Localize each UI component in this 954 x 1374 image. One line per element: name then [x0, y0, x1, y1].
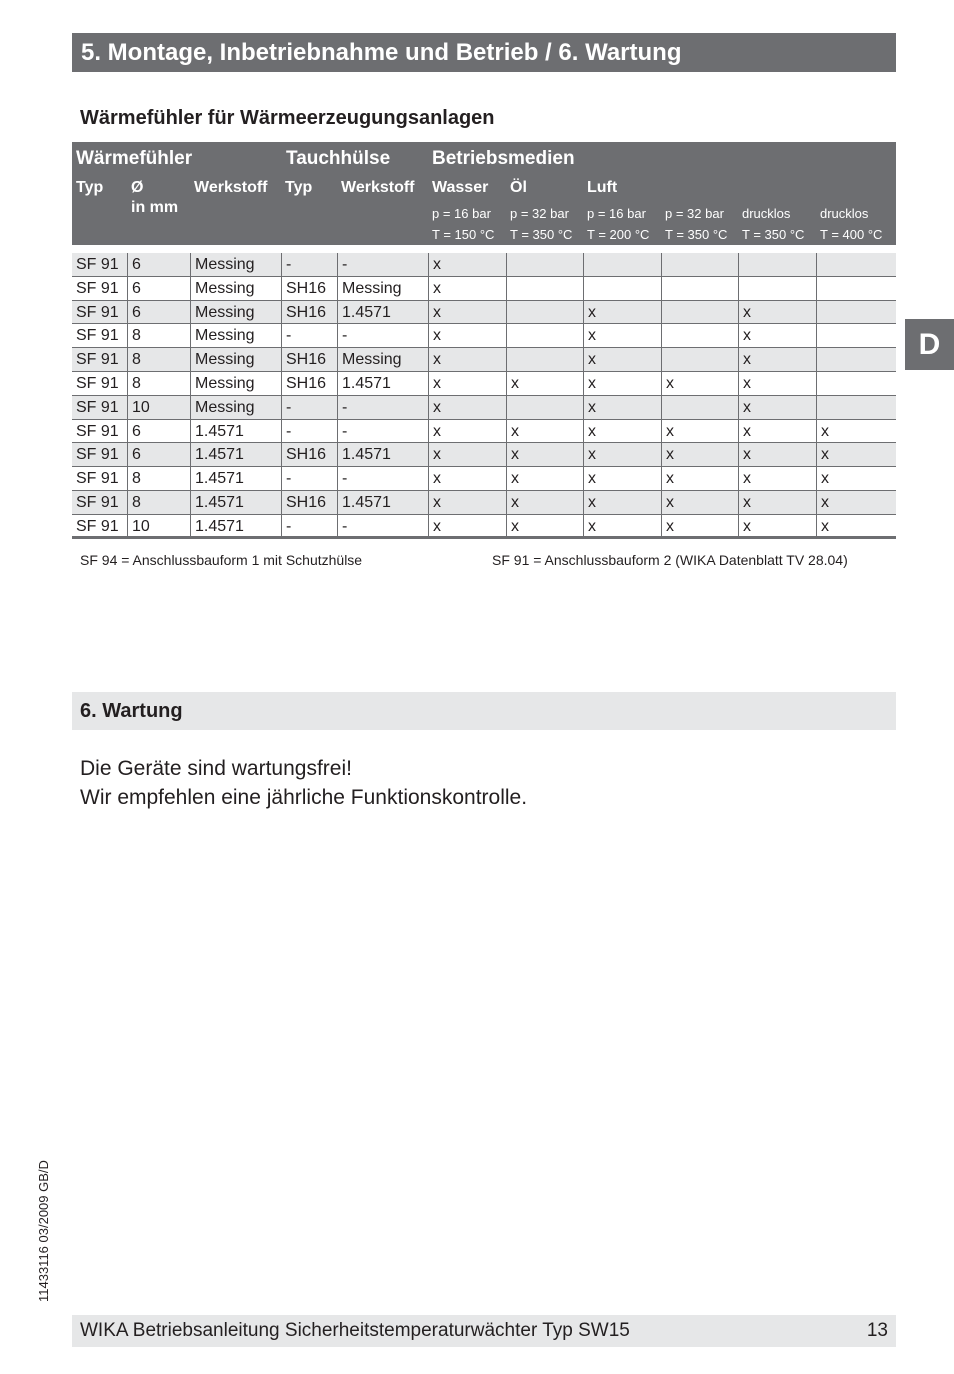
note-sf91: SF 91 = Anschlussbauform 2 (WIKA Datenblatt TV 28.04) — [492, 552, 848, 568]
cell-luft-32 — [661, 348, 738, 371]
cell-oel-32: x — [506, 491, 583, 514]
cell-diameter: 8 — [127, 491, 190, 514]
cell-oel-32: x — [506, 467, 583, 490]
cell-well-typ: - — [281, 515, 337, 536]
cell-luft-16: x — [583, 301, 661, 324]
table-row — [72, 420, 896, 444]
cell-typ: SF 91 — [76, 303, 119, 321]
cell-luft-16: x — [583, 324, 661, 347]
cell-luft-32 — [661, 277, 738, 300]
cell-typ: SF 91 — [76, 446, 119, 464]
cell-luft-400 — [816, 301, 896, 324]
cell-well-typ: SH16 — [281, 491, 337, 514]
cell-luft-32: x — [661, 467, 738, 490]
language-tab: D — [905, 319, 954, 370]
body-line-2: Wir empfehlen eine jährliche Funktionskontrolle. — [80, 786, 528, 809]
cell-diameter: 8 — [127, 467, 190, 490]
cell-luft-16: x — [583, 515, 661, 536]
cell-luft-400 — [816, 396, 896, 419]
footer-text: WIKA Betriebsanleitung Sicherheitstemperaturwächter Typ SW15 — [80, 1320, 630, 1341]
cell-wasser-16: x — [428, 348, 506, 371]
col-oel: Öl — [510, 179, 527, 196]
condition-2: p = 32 bar T = 350 °C — [510, 206, 573, 242]
cell-luft-400: x — [816, 515, 896, 536]
cell-typ: SF 91 — [76, 374, 119, 392]
cell-diameter: 10 — [127, 396, 190, 419]
cell-luft-32 — [661, 324, 738, 347]
cell-luft-400 — [816, 253, 896, 276]
group-sensor: Wärmefühler — [76, 148, 193, 169]
cell-oel-32: x — [506, 420, 583, 443]
cell-oel-32 — [506, 301, 583, 324]
cell-luft-16: x — [583, 420, 661, 443]
cell-well-material: - — [337, 396, 428, 419]
cell-well-typ: SH16 — [281, 372, 337, 395]
table-row — [72, 324, 896, 348]
cell-well-material: - — [337, 253, 428, 276]
cell-oel-32: x — [506, 372, 583, 395]
condition-6: drucklos T = 400 °C — [820, 206, 883, 242]
cell-diameter: 6 — [127, 277, 190, 300]
table-title: Wärmefühler für Wärmeerzeugungsanlagen — [80, 107, 495, 129]
cell-typ: SF 91 — [76, 279, 119, 297]
cell-material: 1.4571 — [190, 443, 281, 466]
cell-wasser-16: x — [428, 515, 506, 536]
cell-material: 1.4571 — [190, 515, 281, 536]
cell-wasser-16: x — [428, 396, 506, 419]
cell-well-typ: - — [281, 420, 337, 443]
cell-diameter: 8 — [127, 324, 190, 347]
note-sf94: SF 94 = Anschlussbauform 1 mit Schutzhülse — [80, 552, 363, 568]
cell-luft-400: x — [816, 420, 896, 443]
cell-luft-16: x — [583, 348, 661, 371]
cell-luft-32: x — [661, 372, 738, 395]
cell-luft-350: x — [738, 324, 816, 347]
cell-well-material: - — [337, 515, 428, 536]
body-text — [80, 754, 527, 812]
table-row — [72, 372, 896, 396]
cell-luft-350: x — [738, 515, 816, 536]
cell-luft-16 — [583, 253, 661, 276]
cell-luft-32: x — [661, 420, 738, 443]
cell-typ: SF 91 — [76, 422, 119, 440]
cell-typ: SF 91 — [76, 351, 119, 369]
cell-diameter: 8 — [127, 372, 190, 395]
table-row — [72, 396, 896, 420]
section-heading: 6. Wartung — [72, 692, 896, 730]
cell-oel-32: x — [506, 443, 583, 466]
cell-typ: SF 91 — [76, 517, 119, 535]
cell-material: Messing — [190, 372, 281, 395]
cell-material: 1.4571 — [190, 467, 281, 490]
cell-material: 1.4571 — [190, 491, 281, 514]
cell-typ: SF 91 — [76, 256, 119, 273]
cell-typ: SF 91 — [76, 493, 119, 511]
table-row — [72, 443, 896, 467]
cell-luft-350: x — [738, 443, 816, 466]
document-number: 11433116 03/2009 GB/D — [36, 1160, 51, 1302]
cell-wasser-16: x — [428, 467, 506, 490]
cell-luft-350: x — [738, 301, 816, 324]
cell-wasser-16: x — [428, 324, 506, 347]
condition-3: p = 16 bar T = 200 °C — [587, 206, 650, 242]
col-well-typ: Typ — [285, 179, 313, 196]
cell-oel-32 — [506, 277, 583, 300]
cell-material: Messing — [190, 253, 281, 276]
cell-oel-32 — [506, 396, 583, 419]
cell-oel-32 — [506, 253, 583, 276]
cell-luft-32: x — [661, 515, 738, 536]
cell-luft-16: x — [583, 396, 661, 419]
col-well-material: Werkstoff — [341, 179, 415, 196]
cell-diameter: 6 — [127, 420, 190, 443]
cell-luft-350: x — [738, 372, 816, 395]
cell-well-material: - — [337, 420, 428, 443]
col-wasser: Wasser — [432, 179, 489, 196]
col-luft: Luft — [587, 179, 618, 196]
cell-luft-16: x — [583, 467, 661, 490]
col-diameter: Ø in mm — [131, 179, 179, 216]
page-title: 5. Montage, Inbetriebnahme und Betrieb / 6. Wartung — [72, 33, 896, 72]
cell-well-material: 1.4571 — [337, 372, 428, 395]
cell-luft-350: x — [738, 396, 816, 419]
cell-luft-350: x — [738, 420, 816, 443]
cell-luft-400: x — [816, 491, 896, 514]
cell-well-material: 1.4571 — [337, 443, 428, 466]
cell-well-typ: - — [281, 253, 337, 276]
cell-wasser-16: x — [428, 253, 506, 276]
page-number: 13 — [866, 1320, 888, 1341]
table-row — [72, 253, 896, 277]
cell-typ: SF 91 — [76, 470, 119, 488]
table-header — [72, 142, 896, 245]
cell-diameter: 6 — [127, 443, 190, 466]
cell-typ: SF 91 — [76, 398, 119, 416]
condition-1: p = 16 bar T = 150 °C — [432, 206, 495, 242]
cell-luft-400 — [816, 324, 896, 347]
cell-wasser-16: x — [428, 372, 506, 395]
cell-wasser-16: x — [428, 491, 506, 514]
cell-wasser-16: x — [428, 443, 506, 466]
cell-well-material: Messing — [337, 277, 428, 300]
cell-oel-32 — [506, 348, 583, 371]
cell-wasser-16: x — [428, 277, 506, 300]
table-row — [72, 467, 896, 491]
table-row — [72, 491, 896, 515]
cell-well-material: - — [337, 467, 428, 490]
table-row — [72, 301, 896, 325]
cell-luft-350 — [738, 253, 816, 276]
cell-luft-32: x — [661, 491, 738, 514]
cell-typ: SF 91 — [76, 327, 119, 345]
cell-well-typ: - — [281, 396, 337, 419]
col-typ: Typ — [76, 179, 104, 196]
cell-material: 1.4571 — [190, 420, 281, 443]
cell-luft-32: x — [661, 443, 738, 466]
cell-material: Messing — [190, 348, 281, 371]
table-row — [72, 348, 896, 372]
table-row — [72, 277, 896, 301]
cell-luft-32 — [661, 396, 738, 419]
cell-luft-16 — [583, 277, 661, 300]
cell-luft-32 — [661, 253, 738, 276]
cell-well-typ: SH16 — [281, 277, 337, 300]
cell-luft-400: x — [816, 467, 896, 490]
cell-oel-32 — [506, 324, 583, 347]
cell-wasser-16: x — [428, 420, 506, 443]
condition-4: p = 32 bar T = 350 °C — [665, 206, 728, 242]
cell-diameter: 6 — [127, 253, 190, 276]
cell-luft-400 — [816, 372, 896, 395]
cell-oel-32: x — [506, 515, 583, 536]
table-row — [72, 515, 896, 539]
cell-luft-400 — [816, 348, 896, 371]
cell-luft-400 — [816, 277, 896, 300]
cell-diameter: 8 — [127, 348, 190, 371]
cell-luft-350 — [738, 277, 816, 300]
cell-material: Messing — [190, 301, 281, 324]
footer — [72, 1315, 896, 1347]
body-line-1: Die Geräte sind wartungsfrei! — [80, 757, 352, 780]
cell-diameter: 6 — [127, 301, 190, 324]
cell-luft-32 — [661, 301, 738, 324]
cell-luft-350: x — [738, 491, 816, 514]
cell-wasser-16: x — [428, 301, 506, 324]
cell-well-material: 1.4571 — [337, 491, 428, 514]
condition-5: drucklos T = 350 °C — [742, 206, 805, 242]
cell-luft-16: x — [583, 443, 661, 466]
cell-material: Messing — [190, 324, 281, 347]
cell-luft-350: x — [738, 348, 816, 371]
table-body — [72, 253, 896, 539]
cell-material: Messing — [190, 277, 281, 300]
cell-well-typ: SH16 — [281, 348, 337, 371]
cell-material: Messing — [190, 396, 281, 419]
cell-well-material: 1.4571 — [337, 301, 428, 324]
group-well: Tauchhülse — [286, 148, 391, 169]
cell-diameter: 10 — [127, 515, 190, 536]
cell-luft-400: x — [816, 443, 896, 466]
cell-luft-350: x — [738, 467, 816, 490]
cell-well-typ: - — [281, 467, 337, 490]
cell-well-typ: SH16 — [281, 301, 337, 324]
cell-well-typ: SH16 — [281, 443, 337, 466]
group-media: Betriebsmedien — [432, 148, 575, 169]
cell-well-material: - — [337, 324, 428, 347]
col-material: Werkstoff — [194, 179, 268, 196]
cell-well-typ: - — [281, 324, 337, 347]
cell-well-material: Messing — [337, 348, 428, 371]
cell-luft-16: x — [583, 491, 661, 514]
cell-luft-16: x — [583, 372, 661, 395]
